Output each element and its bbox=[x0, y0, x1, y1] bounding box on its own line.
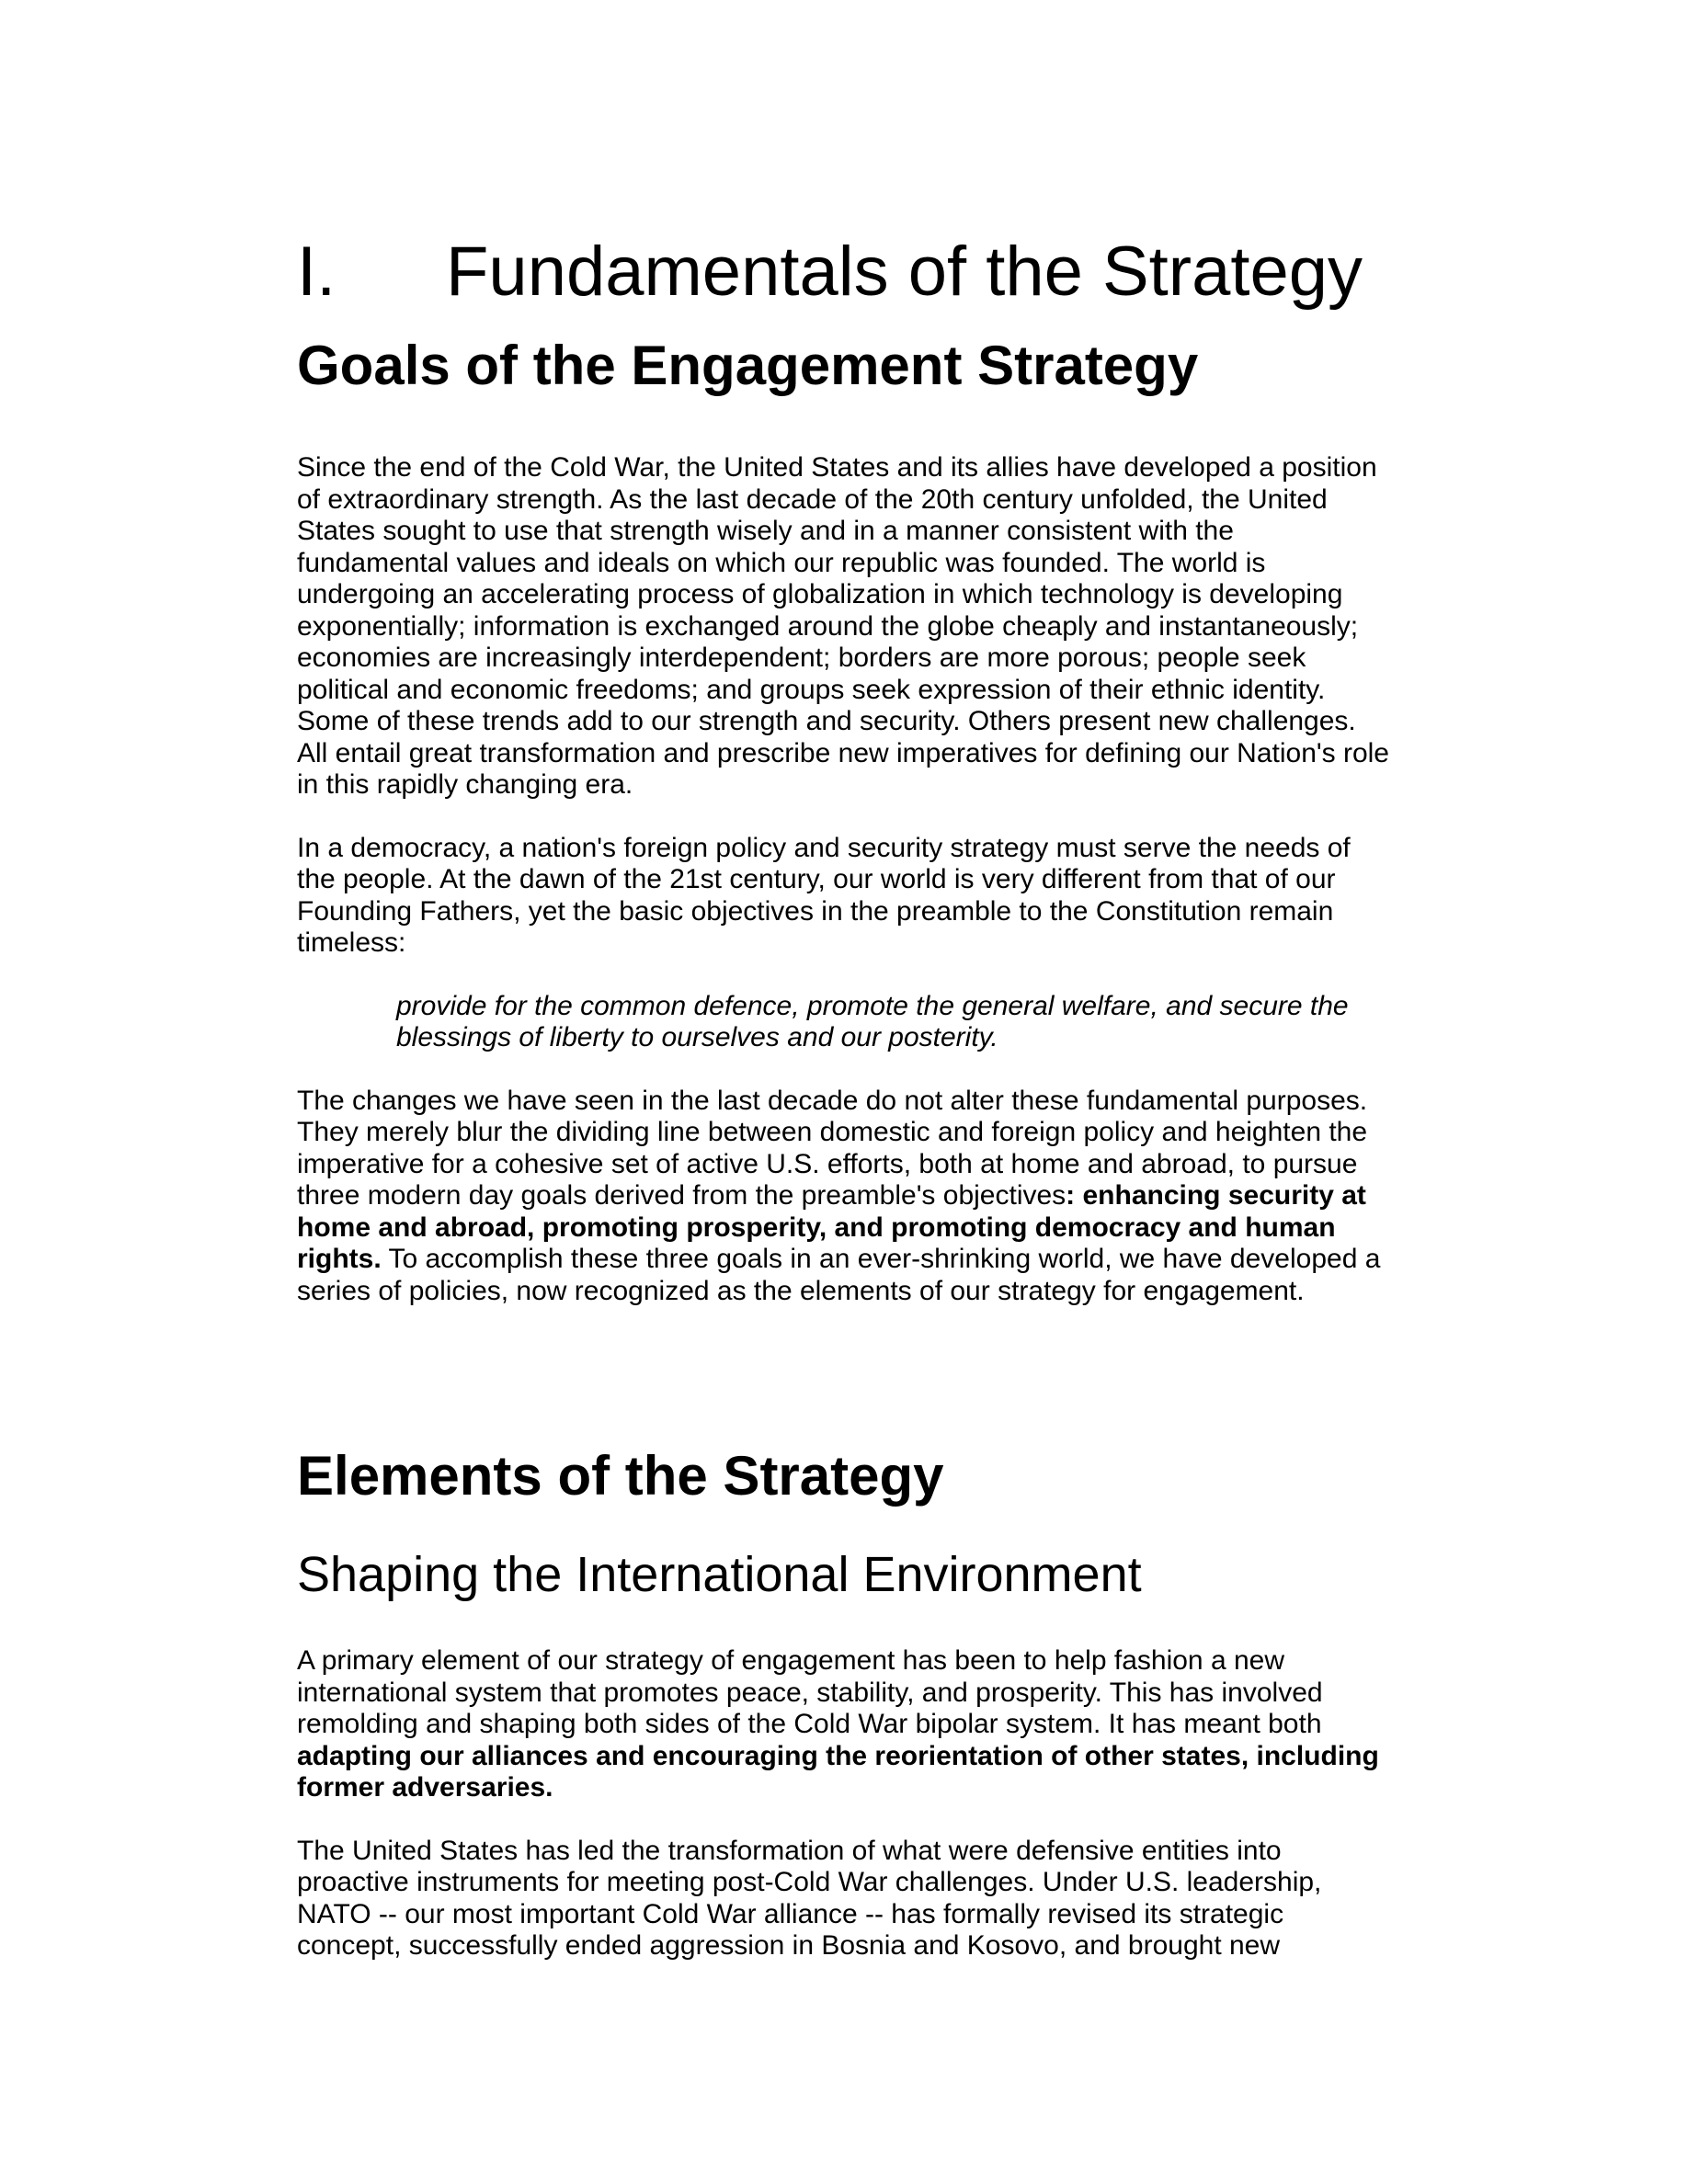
goals-section-heading: Goals of the Engagement Strategy bbox=[297, 335, 1199, 396]
chapter-number: I. bbox=[297, 233, 336, 311]
section-spacer bbox=[297, 1338, 1391, 1443]
goals-paragraph-3-start: The changes we have seen in the last decade do not alter these fundamental purposes. They merely blur the dividing line between domestic and foreign policy and heighten the imperative for a cohesive set of active U.S. efforts, both at home and abroad, to pursue three modern day goals derived from the preamble's objectives bbox=[297, 1085, 1368, 1211]
elements-paragraph-1-start: A primary element of our strategy of engagement has been to help fashion a new international system that promotes peace, stability, and prosperity. This has involved remolding and shaping both sides of the Cold War bipolar system. It has meant both bbox=[297, 1645, 1323, 1739]
elements-paragraph-1-bold: adapting our alliances and encouraging the reorientation of other states, including former adversaries. bbox=[297, 1740, 1379, 1803]
goals-paragraph-1: Since the end of the Cold War, the United States and its allies have developed a position of extraordinary strength. As the last decade of the 20th century unfolded, the United States sought to use that strength wisely and in a manner consistent with the fundamental values and ideals on which our republic was founded. The world is undergoing an accelerating process of globalization in which technology is developing exponentially; information is exchanged around the globe cheaply and instantaneously; economies are increasingly interdependent; borders are more porous; people seek political and economic freedoms; and groups seek expression of their ethnic identity. Some of these trends add to our strength and security. Others present new challenges. All entail great transformation and prescribe new imperatives for defining our Nation's role in this rapidly changing era. bbox=[297, 452, 1389, 800]
goals-paragraph-3-end: To accomplish these three goals in an ever-shrinking world, we have developed a series of policies, now recognized as the elements of our strategy for engagement. bbox=[297, 1244, 1381, 1306]
elements-paragraph-1 bbox=[297, 1645, 1391, 1804]
shaping-subsection-heading: Shaping the International Environment bbox=[297, 1547, 1142, 1602]
page-content bbox=[297, 230, 1391, 1994]
elements-section-heading: Elements of the Strategy bbox=[297, 1445, 944, 1507]
goals-paragraph-2: In a democracy, a nation's foreign policy and security strategy must serve the needs of the people. At the dawn of the 21st century, our world is very different from that of our Founding Fathers, yet the basic objectives in the preamble to the Constitution remain timeless: bbox=[297, 832, 1351, 958]
goals-paragraph-3-bold: : enhancing security at home and abroad, promoting prosperity, and promoting democracy and human rights. bbox=[297, 1180, 1366, 1274]
goals-paragraph-3 bbox=[297, 1086, 1391, 1308]
chapter-title: Fundamentals of the Strategy bbox=[446, 233, 1363, 311]
chapter-heading bbox=[297, 230, 1391, 314]
preamble-quote: provide for the common defence, promote the general welfare, and secure the blessings of liberty to ourselves and our posterity. bbox=[396, 990, 1349, 1052]
elements-paragraph-2: The United States has led the transformation of what were defensive entities into proactive instruments for meeting post-Cold War challenges. Under U.S. leadership, NATO -- our most important Cold War alliance -- has formally revised its strategic concept, successfully ended aggression in Bosnia and Kosovo, and brought new bbox=[297, 1835, 1322, 1961]
